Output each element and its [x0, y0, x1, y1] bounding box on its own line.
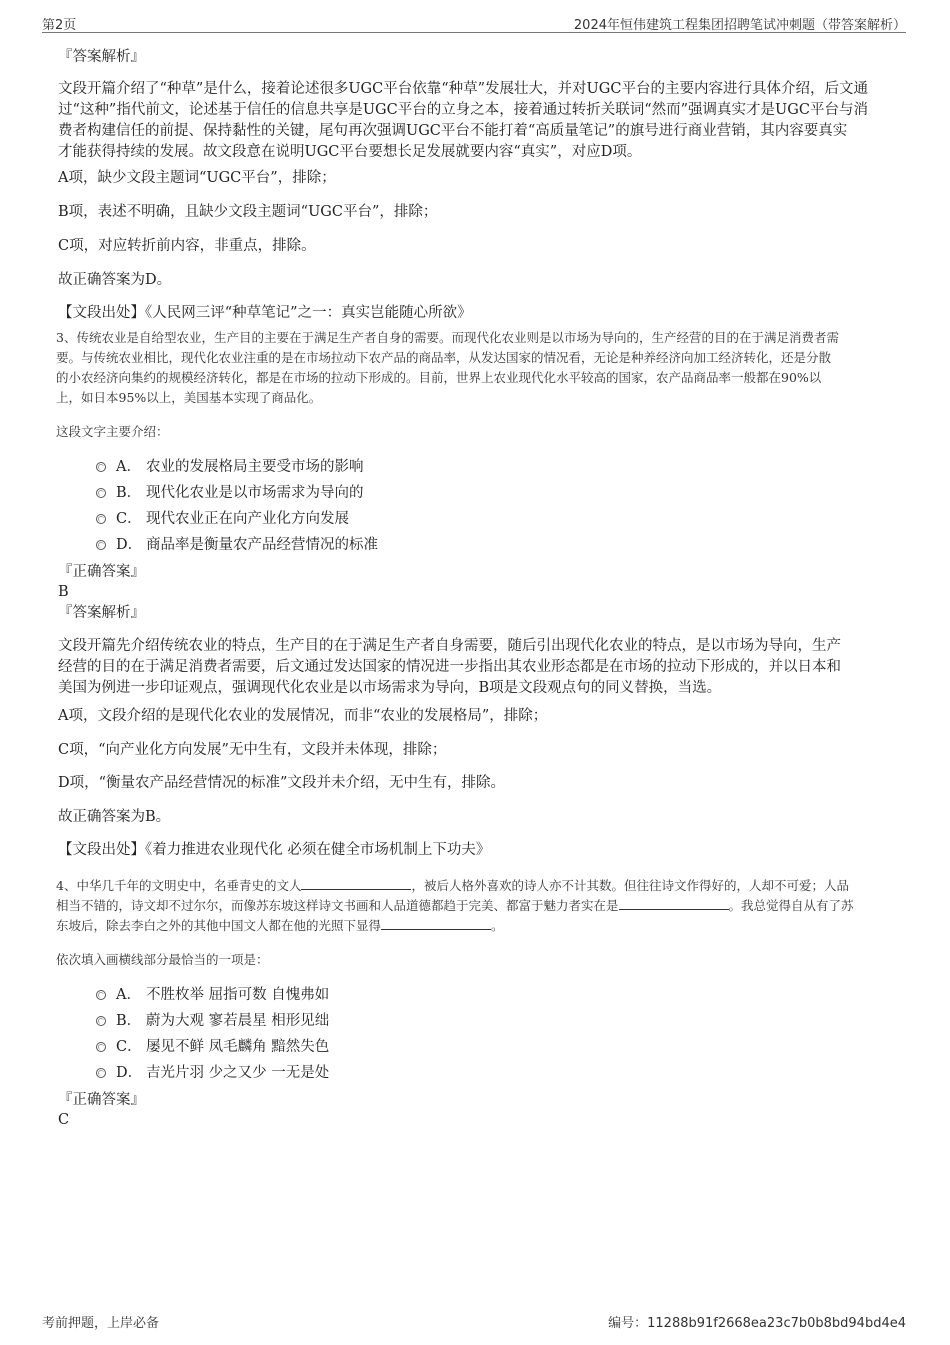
q3-answer: B [58, 584, 69, 600]
q4-prompt: 依次填入画横线部分最恰当的一项是： [56, 952, 269, 967]
q2-source: 【文段出处】《人民网三评“种草笔记”之一：真实岂能随心所欲》 [58, 305, 472, 321]
document-title: 2024年恒伟建筑工程集团招聘笔试冲刺题（带答案解析） [573, 18, 906, 33]
q3-option-c[interactable] [96, 509, 349, 529]
option-letter: B． [116, 485, 142, 501]
option-text: 屡见不鲜 凤毛麟角 黯然失色 [146, 1039, 330, 1055]
serial-number: 11288b91f2668ea23c7b0b8bd94bd4e4 [647, 1316, 906, 1331]
q4-stem-line-1 [56, 876, 849, 896]
radio-icon[interactable] [96, 990, 106, 1000]
q3-correct-answer: 故正确答案为B。 [58, 809, 171, 825]
footer-slogan: 考前押题，上岸必备 [42, 1316, 160, 1331]
q4-stem-text: 4、中华几千年的文明史中，名垂青史的文人 [56, 878, 302, 893]
q4-stem-text: ，被后人格外喜欢的诗人亦不计其数。但往往诗文作得好的，人却不可爱；人品 [411, 878, 849, 893]
q4-answer-label: 『正确答案』 [58, 1092, 145, 1108]
q4-stem-text: 东坡后，除去李白之外的其他中国文人都在他的光照下显得 [56, 918, 382, 933]
option-text: 吉光片羽 少之又少 一无是处 [146, 1065, 330, 1081]
serial-label: 编号： [608, 1316, 648, 1331]
option-letter: C． [116, 1039, 142, 1055]
q3-stem-line: 上，如日本95%以上，美国基本实现了商品化。 [56, 390, 322, 405]
q3-analysis-line: 经营的目的在于满足消费者需要，后文通过发达国家的情况进一步指出其农业形态都是在市场的拉动下形成的，并以日本和 [58, 659, 841, 675]
q3-exclusion-c: C项，“向产业化方向发展”无中生有，文段并未体现，排除； [58, 742, 447, 758]
radio-icon[interactable] [96, 1042, 106, 1052]
q2-analysis-line: 过“这种”指代前文，论述基于信任的信息共享是UGC平台的立身之本，接着通过转折关联词“然而”强调真实才是UGC平台与消 [58, 102, 868, 118]
q2-exclusion-c: C项，对应转折前内容，非重点，排除。 [58, 238, 316, 254]
q3-option-a[interactable] [96, 457, 364, 477]
q3-stem-line: 的小农经济向集约的规模经济转化，都是在市场的拉动下形成的。目前，世界上农业现代化水平较高的国家，农产品商品率一般都在90%以 [56, 370, 822, 385]
q4-blank-3[interactable] [381, 917, 491, 930]
q4-option-a[interactable] [96, 985, 329, 1005]
option-letter: B． [116, 1013, 142, 1029]
q3-option-b[interactable] [96, 483, 364, 503]
q4-blank-1[interactable] [301, 877, 411, 890]
document-serial [608, 1312, 906, 1331]
q4-option-d[interactable] [96, 1063, 329, 1083]
option-text: 农业的发展格局主要受市场的影响 [146, 459, 364, 475]
q3-analysis-line: 文段开篇先介绍传统农业的特点，生产目的在于满足生产者自身需要，随后引出现代化农业的特点，是以市场为导向，生产 [58, 638, 841, 654]
q2-analysis-label: 『答案解析』 [58, 49, 145, 65]
q3-answer-label: 『正确答案』 [58, 564, 145, 580]
option-text: 商品率是衡量农产品经营情况的标准 [146, 537, 378, 553]
page-header [42, 12, 906, 33]
q2-analysis-line: 费者构建信任的前提、保持黏性的关键，尾句再次强调UGC平台不能打着“高质量笔记”的旗号进行商业营销，其内容要真实 [58, 123, 848, 139]
page-footer [42, 1312, 906, 1332]
q2-exclusion-b: B项，表述不明确，且缺少文段主题词“UGC平台”，排除； [58, 204, 438, 220]
q4-stem-text: 。 [491, 918, 504, 933]
q3-analysis-label: 『答案解析』 [58, 605, 145, 621]
q3-analysis-line: 美国为例进一步印证观点，强调现代化农业是以市场需求为导向，B项是文段观点句的同义替换，当选。 [58, 680, 722, 696]
option-letter: A． [116, 987, 141, 1003]
q4-stem-text: 。我总觉得自从有了苏 [728, 898, 854, 913]
q3-exclusion-d: D项，“衡量农产品经营情况的标准”文段并未介绍，无中生有，排除。 [58, 775, 505, 791]
q3-prompt: 这段文字主要介绍： [56, 424, 169, 439]
q2-exclusion-a: A项，缺少文段主题词“UGC平台”，排除； [58, 170, 336, 186]
radio-icon[interactable] [96, 462, 106, 472]
q3-option-d[interactable] [96, 535, 378, 555]
q4-stem-line-2 [56, 896, 854, 916]
option-text: 现代农业正在向产业化方向发展 [146, 511, 349, 527]
radio-icon[interactable] [96, 1068, 106, 1078]
q3-stem-line: 3、传统农业是自给型农业，生产目的主要在于满足生产者自身的需要。而现代化农业则是以市场为导向的，生产经营的目的在于满足消费者需 [56, 330, 839, 345]
q2-correct-answer: 故正确答案为D。 [58, 272, 172, 288]
q3-exclusion-a: A项，文段介绍的是现代化农业的发展情况，而非“农业的发展格局”，排除； [58, 708, 548, 724]
option-letter: D． [116, 1065, 143, 1081]
q4-blank-2[interactable] [619, 897, 729, 910]
q2-analysis-line: 文段开篇介绍了“种草”是什么，接着论述很多UGC平台依靠“种草”发展壮大，并对UGC平台的主要内容进行具体介绍，后文通 [58, 81, 868, 97]
option-text: 蔚为大观 寥若晨星 相形见绌 [146, 1013, 330, 1029]
page-number: 第2页 [42, 18, 77, 33]
option-text: 不胜枚举 屈指可数 自愧弗如 [146, 987, 330, 1003]
option-letter: A． [116, 459, 141, 475]
q4-stem-line-3 [56, 916, 504, 936]
option-letter: C． [116, 511, 142, 527]
radio-icon[interactable] [96, 1016, 106, 1026]
q3-stem-line: 要。与传统农业相比，现代化农业注重的是在市场拉动下农产品的商品率，从发达国家的情况看，无论是种养经济向加工经济转化，还是分散 [56, 350, 832, 365]
q4-option-b[interactable] [96, 1011, 329, 1031]
q4-answer: C [58, 1112, 70, 1128]
q2-analysis-line: 才能获得持续的发展。故文段意在说明UGC平台要想长足发展就要内容“真实”，对应D项。 [58, 144, 642, 160]
radio-icon[interactable] [96, 488, 106, 498]
option-letter: D． [116, 537, 143, 553]
q4-option-c[interactable] [96, 1037, 329, 1057]
q3-source: 【文段出处】《着力推进农业现代化 必须在健全市场机制上下功夫》 [58, 842, 491, 858]
option-text: 现代化农业是以市场需求为导向的 [146, 485, 364, 501]
q4-stem-text: 相当不错的，诗文却不过尔尔，而像苏东坡这样诗文书画和人品道德都趋于完美、都富于魅力者实在是 [56, 898, 619, 913]
radio-icon[interactable] [96, 540, 106, 550]
radio-icon[interactable] [96, 514, 106, 524]
